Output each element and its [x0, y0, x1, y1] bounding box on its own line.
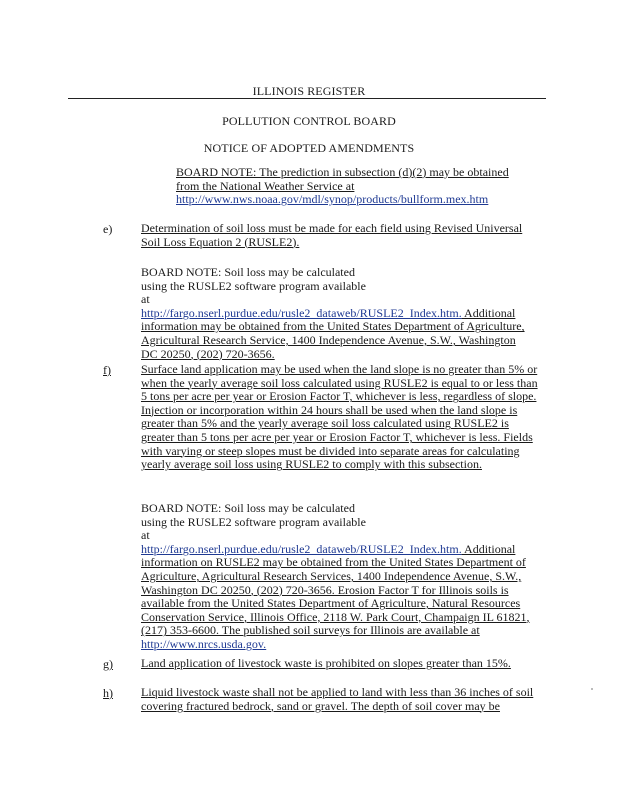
- item-f-note-mid: Additional information on RUSLE2 may be obtained from the United States Department of Agriculture, Agricultural Research Services, 1400 Independence Avenue, S.W., Washington DC 20250, (202) 720-3656. Erosion Factor T for Illinois soils is available from the United States Department of Agriculture, Natural Resources Conservation Service, Illinois Office, 2118 W. Park Court, Champaign IL 61821, (217) 353-6600. The published soil surveys for Illinois are available at: [141, 541, 530, 638]
- item-f-label: f): [103, 363, 111, 377]
- nws-link[interactable]: http://www.nws.noaa.gov/mdl/synop/products/bullform.mex.htm: [176, 192, 489, 207]
- item-g-text: Land application of livestock waste is prohibited on slopes greater than 15%.: [141, 656, 511, 670]
- item-e-note-rest: Additional information may be obtained from the United States Department of Agriculture, Agricultural Research Service, 1400 Independence Avenue, S.W., Washington DC 20250, (202) 720-3656.: [141, 305, 525, 361]
- rusle2-link-e[interactable]: http://fargo.nserl.purdue.edu/rusle2_dataweb/RUSLE2_Index.htm.: [141, 305, 462, 320]
- register-title: ILLINOIS REGISTER: [252, 84, 366, 98]
- item-e-note-text: BOARD NOTE: Soil loss may be calculated using the RUSLE2 software program available at: [141, 265, 366, 307]
- board-note-weather-text: BOARD NOTE: The prediction in subsection (d)(2) may be obtained from the National Weather Service at: [176, 165, 509, 193]
- rusle2-link-f[interactable]: http://fargo.nserl.purdue.edu/rusle2_dataweb/RUSLE2_Index.htm.: [141, 541, 462, 556]
- item-e-board-note: [141, 266, 531, 361]
- item-f-text: Surface land application may be used when the land slope is no greater than 5% or when the yearly average soil loss calculated using RUSLE2 is equal to or less than 5 tons per acre per year or Erosion Factor T, whichever is less, regardless of slope. Injection or incorporation within 24 hours shall be used when the land slope is greater than 5% and the yearly average soil loss calculated using RUSLE2 is greater than 5 tons per acre per year or Erosion Factor T, whichever is less. Fields with varying or steep slopes must be divided into separate areas for calculating yearly average soil loss using RUSLE2 to comply with this subsection.: [141, 362, 538, 472]
- header-rule: [68, 98, 546, 99]
- item-h-label: h): [103, 686, 113, 700]
- item-f-board-note: [141, 502, 541, 652]
- board-title: POLLUTION CONTROL BOARD: [222, 114, 396, 128]
- item-f-note-text: BOARD NOTE: Soil loss may be calculated using the RUSLE2 software program available at: [141, 501, 366, 543]
- item-h-text: Liquid livestock waste shall not be applied to land with less than 36 inches of soil covering fractured bedrock, sand or gravel. The depth of soil cover may be: [141, 685, 534, 713]
- item-e-label: e): [103, 222, 113, 236]
- nrcs-link[interactable]: http://www.nrcs.usda.gov.: [141, 636, 267, 651]
- item-e-text: Determination of soil loss must be made for each field using Revised Universal Soil Loss Equation 2 (RUSLE2).: [141, 221, 523, 249]
- board-note-weather: [176, 166, 516, 207]
- notice-title: NOTICE OF ADOPTED AMENDMENTS: [203, 141, 415, 155]
- item-g-label: g): [103, 657, 113, 671]
- scan-speck: [591, 688, 593, 690]
